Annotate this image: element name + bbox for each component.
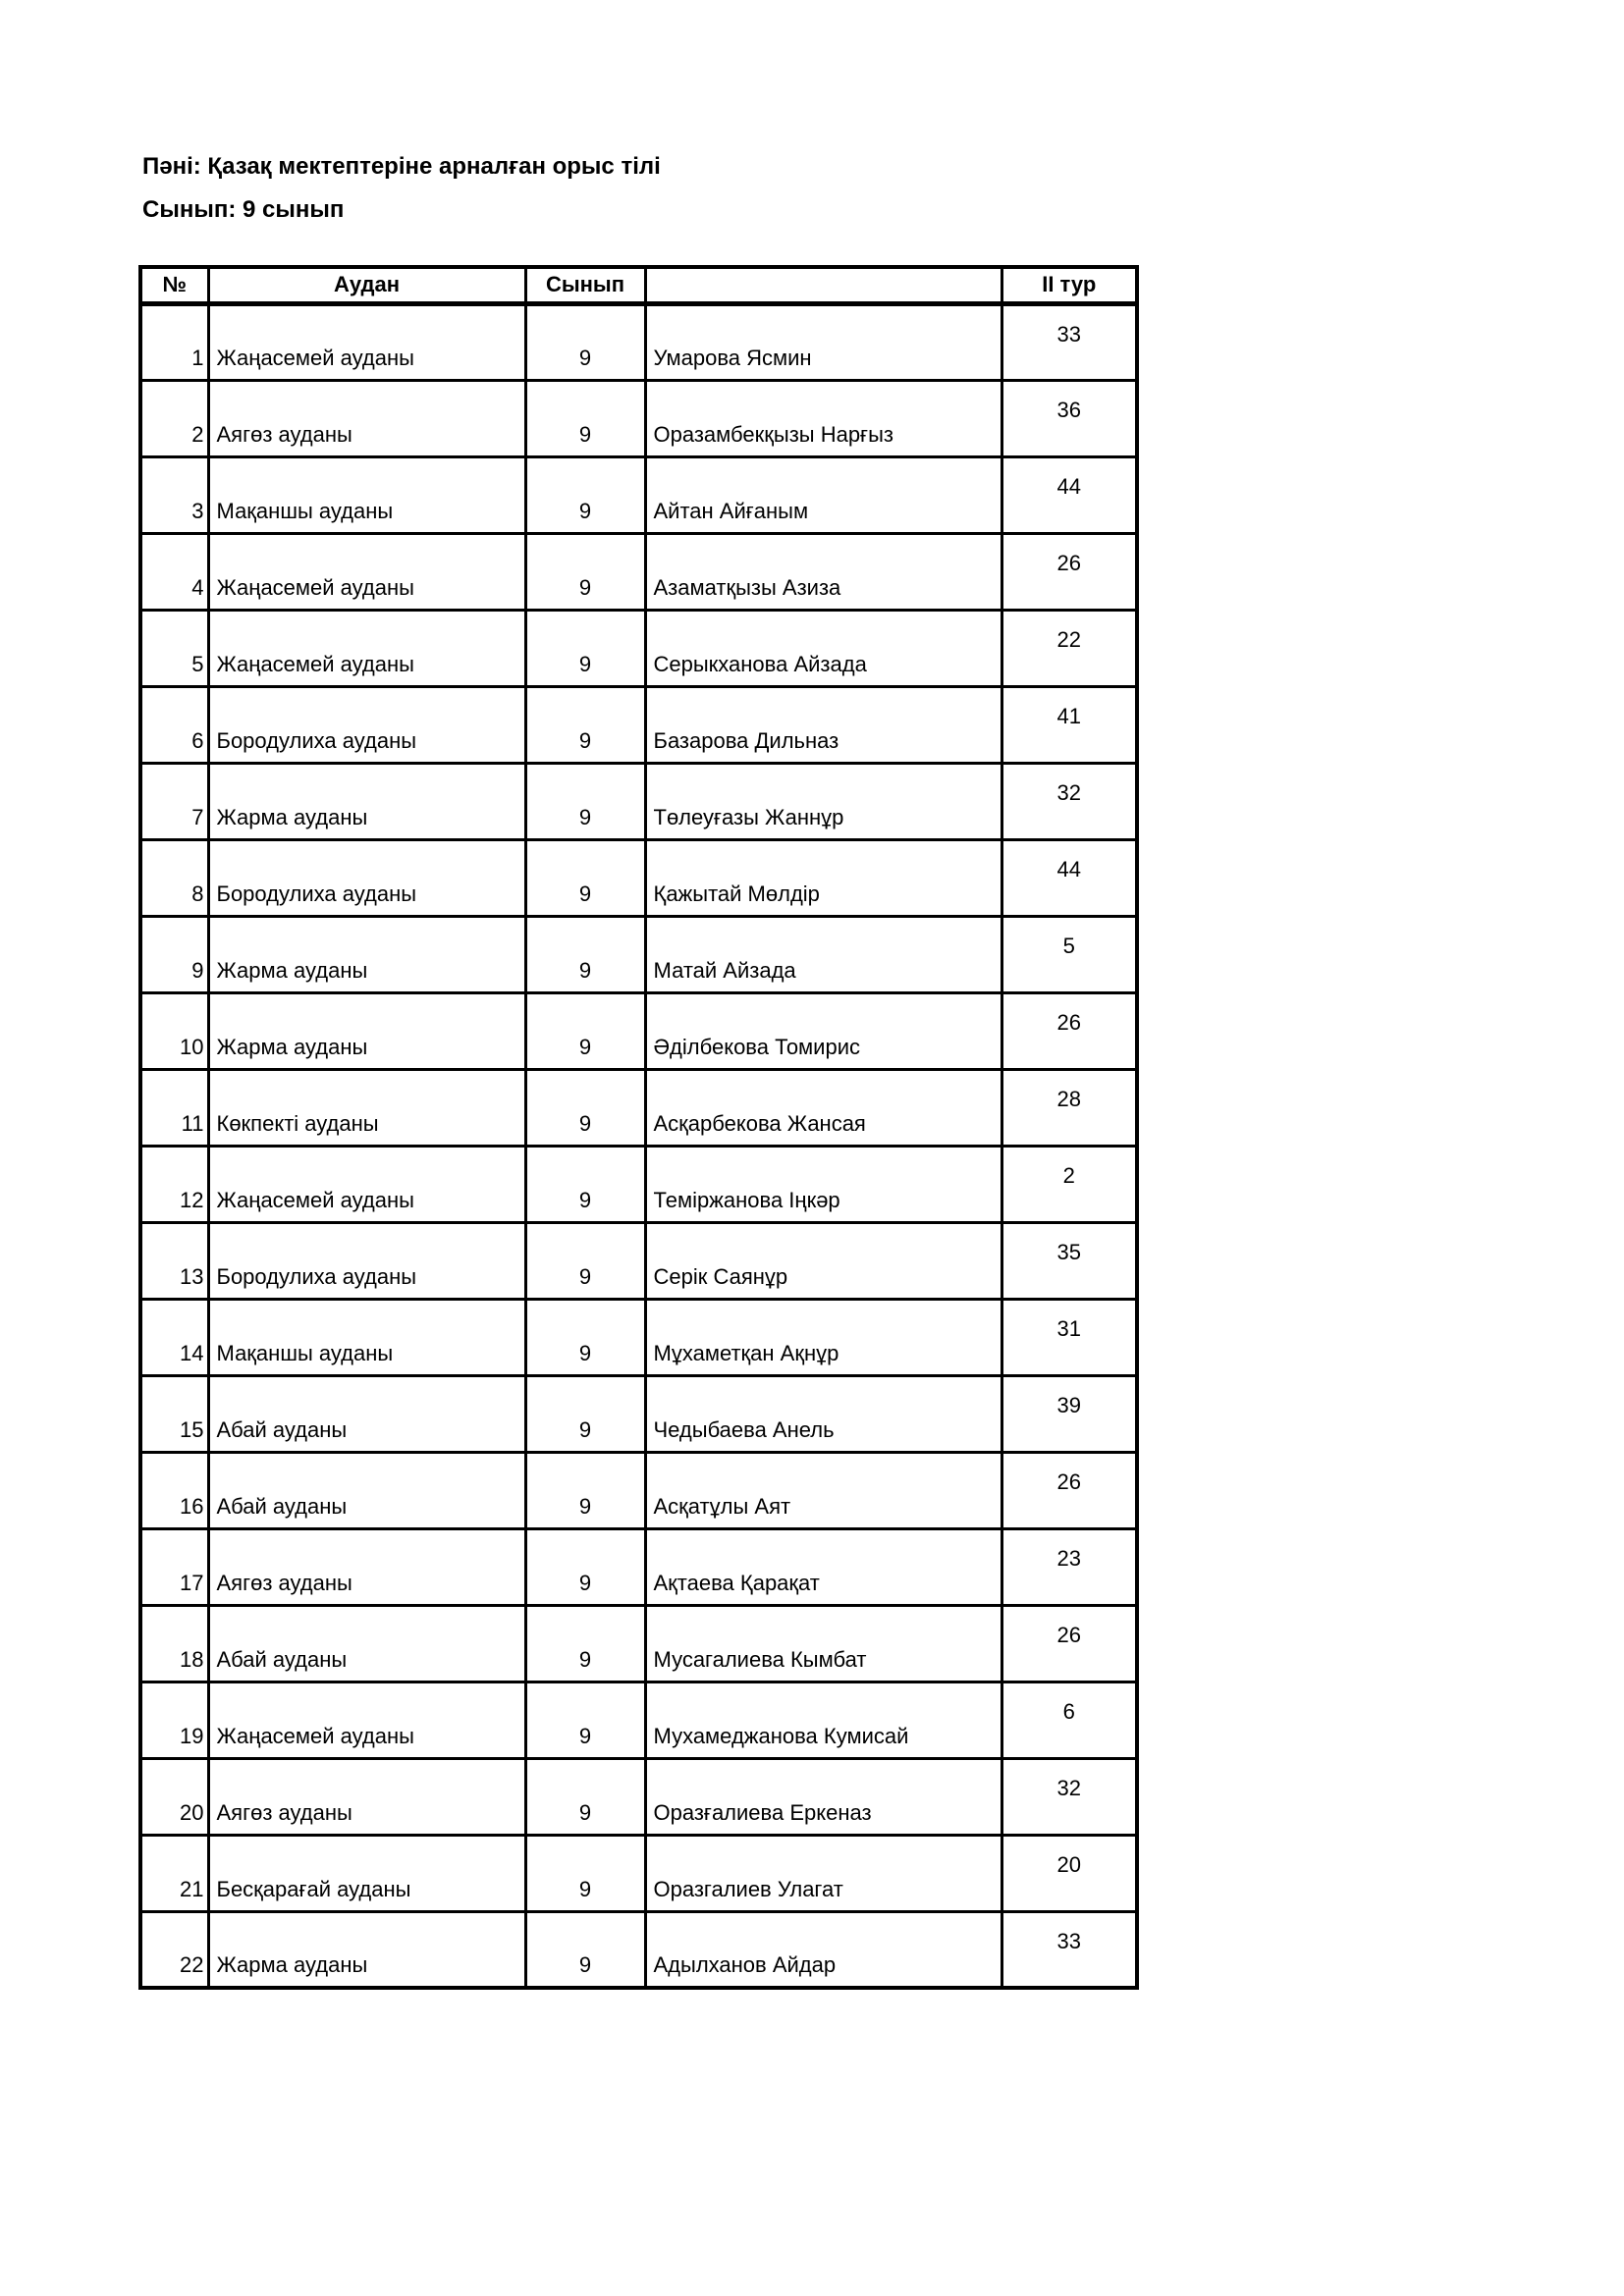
cell-number: 3	[140, 456, 208, 533]
table-row	[140, 1682, 1137, 1758]
table-row	[140, 916, 1137, 992]
cell-score: 26	[1001, 1605, 1137, 1682]
cell-number: 11	[140, 1069, 208, 1146]
table-row	[140, 1375, 1137, 1452]
cell-name: Теміржанова Іңкәр	[645, 1146, 1001, 1222]
cell-region: Жаңасемей ауданы	[208, 303, 525, 380]
cell-grade: 9	[525, 1069, 645, 1146]
cell-region: Абай ауданы	[208, 1605, 525, 1682]
cell-name: Қажытай Мөлдір	[645, 839, 1001, 916]
cell-name: Төлеуғазы Жаннұр	[645, 763, 1001, 839]
cell-region: Көкпекті ауданы	[208, 1069, 525, 1146]
page-title	[142, 145, 661, 232]
cell-score: 41	[1001, 686, 1137, 763]
table-row	[140, 533, 1137, 610]
cell-number: 7	[140, 763, 208, 839]
cell-score: 26	[1001, 533, 1137, 610]
table-row	[140, 380, 1137, 456]
table-row	[140, 456, 1137, 533]
table-row	[140, 1299, 1137, 1375]
results-table	[138, 265, 1139, 1990]
cell-score: 44	[1001, 456, 1137, 533]
cell-score: 33	[1001, 303, 1137, 380]
cell-grade: 9	[525, 380, 645, 456]
cell-name: Мухамеджанова Кумисай	[645, 1682, 1001, 1758]
cell-number: 20	[140, 1758, 208, 1835]
cell-name: Серыкханова Айзада	[645, 610, 1001, 686]
cell-name: Чедыбаева Анель	[645, 1375, 1001, 1452]
cell-score: 31	[1001, 1299, 1137, 1375]
cell-grade: 9	[525, 916, 645, 992]
cell-region: Жаңасемей ауданы	[208, 1682, 525, 1758]
cell-score: 22	[1001, 610, 1137, 686]
table-row	[140, 763, 1137, 839]
cell-grade: 9	[525, 1222, 645, 1299]
cell-number: 21	[140, 1835, 208, 1911]
cell-region: Абай ауданы	[208, 1375, 525, 1452]
header-grade: Сынып	[525, 267, 645, 303]
cell-score: 28	[1001, 1069, 1137, 1146]
cell-region: Жаңасемей ауданы	[208, 533, 525, 610]
cell-grade: 9	[525, 456, 645, 533]
cell-number: 8	[140, 839, 208, 916]
cell-region: Жаңасемей ауданы	[208, 610, 525, 686]
header-region: Аудан	[208, 267, 525, 303]
table-row	[140, 992, 1137, 1069]
cell-grade: 9	[525, 1835, 645, 1911]
cell-score: 44	[1001, 839, 1137, 916]
cell-grade: 9	[525, 839, 645, 916]
cell-number: 4	[140, 533, 208, 610]
table-row	[140, 610, 1137, 686]
page-title-subject: Пәні: Қазақ мектептеріне арналған орыс тілі	[142, 153, 661, 180]
cell-number: 2	[140, 380, 208, 456]
cell-grade: 9	[525, 1682, 645, 1758]
cell-number: 18	[140, 1605, 208, 1682]
cell-grade: 9	[525, 1146, 645, 1222]
cell-grade: 9	[525, 1375, 645, 1452]
cell-grade: 9	[525, 1758, 645, 1835]
cell-region: Бородулиха ауданы	[208, 839, 525, 916]
cell-number: 22	[140, 1911, 208, 1988]
cell-name: Серік Саянұр	[645, 1222, 1001, 1299]
cell-grade: 9	[525, 1299, 645, 1375]
cell-name: Әділбекова Томирис	[645, 992, 1001, 1069]
cell-score: 2	[1001, 1146, 1137, 1222]
cell-score: 32	[1001, 763, 1137, 839]
cell-score: 5	[1001, 916, 1137, 992]
cell-region: Жарма ауданы	[208, 992, 525, 1069]
cell-grade: 9	[525, 1911, 645, 1988]
cell-grade: 9	[525, 992, 645, 1069]
cell-name: Мусагалиева Кымбат	[645, 1605, 1001, 1682]
cell-number: 9	[140, 916, 208, 992]
cell-grade: 9	[525, 303, 645, 380]
cell-name: Асқатұлы Аят	[645, 1452, 1001, 1528]
cell-number: 10	[140, 992, 208, 1069]
cell-region: Жарма ауданы	[208, 763, 525, 839]
cell-name: Асқарбекова Жансая	[645, 1069, 1001, 1146]
cell-region: Мақаншы ауданы	[208, 456, 525, 533]
cell-name: Матай Айзада	[645, 916, 1001, 992]
cell-name: Умарова Ясмин	[645, 303, 1001, 380]
header-name-empty	[645, 267, 1001, 303]
cell-number: 1	[140, 303, 208, 380]
cell-grade: 9	[525, 533, 645, 610]
cell-region: Жаңасемей ауданы	[208, 1146, 525, 1222]
cell-number: 16	[140, 1452, 208, 1528]
table-row	[140, 686, 1137, 763]
cell-name: Адылханов Айдар	[645, 1911, 1001, 1988]
cell-number: 12	[140, 1146, 208, 1222]
results-table-body	[140, 303, 1137, 1988]
cell-name: Ақтаева Қарақат	[645, 1528, 1001, 1605]
cell-number: 15	[140, 1375, 208, 1452]
table-row	[140, 1911, 1137, 1988]
cell-number: 19	[140, 1682, 208, 1758]
results-table-header	[140, 267, 1137, 303]
cell-number: 14	[140, 1299, 208, 1375]
cell-grade: 9	[525, 1605, 645, 1682]
table-row	[140, 303, 1137, 380]
cell-name: Азаматқызы Азиза	[645, 533, 1001, 610]
cell-name: Базарова Дильназ	[645, 686, 1001, 763]
cell-grade: 9	[525, 1528, 645, 1605]
cell-region: Бесқарағай ауданы	[208, 1835, 525, 1911]
cell-number: 5	[140, 610, 208, 686]
cell-name: Айтан Айғаным	[645, 456, 1001, 533]
page-title-grade: Сынып: 9 сынып	[142, 196, 345, 223]
cell-region: Аягөз ауданы	[208, 1528, 525, 1605]
cell-region: Жарма ауданы	[208, 916, 525, 992]
cell-region: Бородулиха ауданы	[208, 1222, 525, 1299]
cell-name: Оразамбекқызы Нарғыз	[645, 380, 1001, 456]
table-row	[140, 1222, 1137, 1299]
header-row	[140, 267, 1137, 303]
table-row	[140, 1146, 1137, 1222]
cell-score: 32	[1001, 1758, 1137, 1835]
table-row	[140, 839, 1137, 916]
cell-score: 23	[1001, 1528, 1137, 1605]
cell-score: 33	[1001, 1911, 1137, 1988]
cell-grade: 9	[525, 1452, 645, 1528]
cell-region: Аягөз ауданы	[208, 1758, 525, 1835]
cell-name: Мұхаметқан Ақнұр	[645, 1299, 1001, 1375]
cell-score: 20	[1001, 1835, 1137, 1911]
cell-region: Абай ауданы	[208, 1452, 525, 1528]
cell-region: Мақаншы ауданы	[208, 1299, 525, 1375]
cell-number: 6	[140, 686, 208, 763]
cell-score: 26	[1001, 992, 1137, 1069]
cell-name: Оразгалиев Улагат	[645, 1835, 1001, 1911]
table-row	[140, 1452, 1137, 1528]
cell-number: 13	[140, 1222, 208, 1299]
table-row	[140, 1758, 1137, 1835]
cell-score: 36	[1001, 380, 1137, 456]
table-row	[140, 1835, 1137, 1911]
cell-number: 17	[140, 1528, 208, 1605]
header-round2: II тур	[1001, 267, 1137, 303]
cell-grade: 9	[525, 763, 645, 839]
cell-name: Оразғалиева Еркеназ	[645, 1758, 1001, 1835]
table-row	[140, 1069, 1137, 1146]
cell-grade: 9	[525, 686, 645, 763]
header-number: №	[140, 267, 208, 303]
table-row	[140, 1605, 1137, 1682]
cell-score: 6	[1001, 1682, 1137, 1758]
table-row	[140, 1528, 1137, 1605]
cell-score: 26	[1001, 1452, 1137, 1528]
cell-region: Жарма ауданы	[208, 1911, 525, 1988]
cell-region: Бородулиха ауданы	[208, 686, 525, 763]
cell-grade: 9	[525, 610, 645, 686]
cell-score: 35	[1001, 1222, 1137, 1299]
cell-region: Аягөз ауданы	[208, 380, 525, 456]
cell-score: 39	[1001, 1375, 1137, 1452]
